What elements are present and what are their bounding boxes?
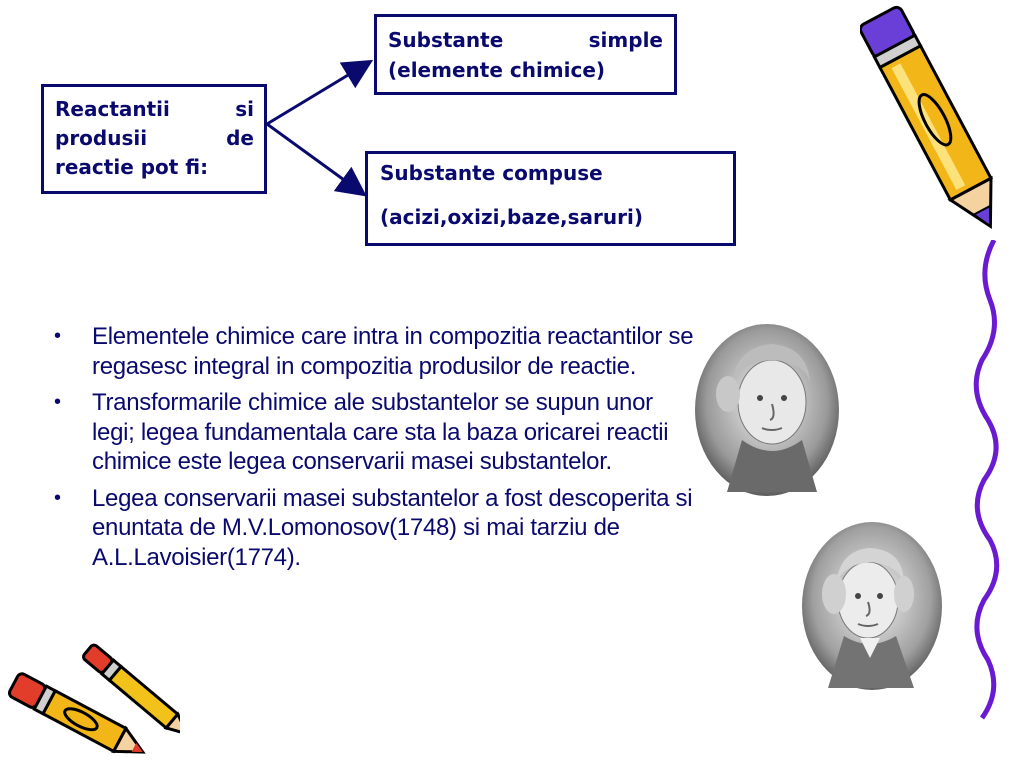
bullet-text-3: Legea conservarii masei substantelor a fost descoperita si enuntata de M.V.Lomonosov(1748) si mai tarziu de A.L.Lavoisier(1774). — [92, 484, 693, 571]
bullet-dot: • — [54, 325, 61, 347]
simple-line-2: (elemente chimice) — [388, 58, 606, 82]
compound-substances-box — [365, 151, 736, 246]
compound-line-2: (acizi,oxizi,baze,saruri) — [380, 205, 644, 229]
arrow-to-compound — [267, 124, 362, 193]
pencil-icon — [860, 0, 1010, 245]
bullet-text-2: Transformarile chimice ale substantelor se supun unor legi; legea fundamentala care sta la baza oricarei reactii chimice este legea conservarii masei substantelor. — [92, 389, 669, 475]
reactants-box — [41, 84, 267, 194]
bullet-dot: • — [54, 486, 61, 509]
reactants-line-2: produsii de — [55, 126, 254, 150]
simple-substances-box — [374, 14, 677, 95]
bullet-dot: • — [54, 391, 61, 413]
bullet-text-1: Elementele chimice care intra in compozitia reactantilor se regasesc integral in compozitia produsilor de reactie. — [92, 323, 694, 380]
bullet-item-1 — [54, 322, 694, 381]
reactants-line-1: Reactantii si — [55, 97, 254, 121]
lomonosov-portrait — [692, 322, 842, 498]
bullet-list — [54, 322, 694, 579]
bullet-item-3 — [54, 484, 694, 573]
reactants-line-3: reactie pot fi: — [55, 155, 209, 179]
simple-line-1: Substante simple — [388, 28, 663, 52]
pencils-icon — [0, 626, 180, 756]
wavy-line-icon — [968, 240, 1008, 720]
compound-line-1: Substante compuse — [380, 161, 603, 185]
lavoisier-portrait — [800, 520, 944, 692]
bullet-item-2 — [54, 388, 694, 477]
arrow-to-simple — [267, 63, 368, 124]
